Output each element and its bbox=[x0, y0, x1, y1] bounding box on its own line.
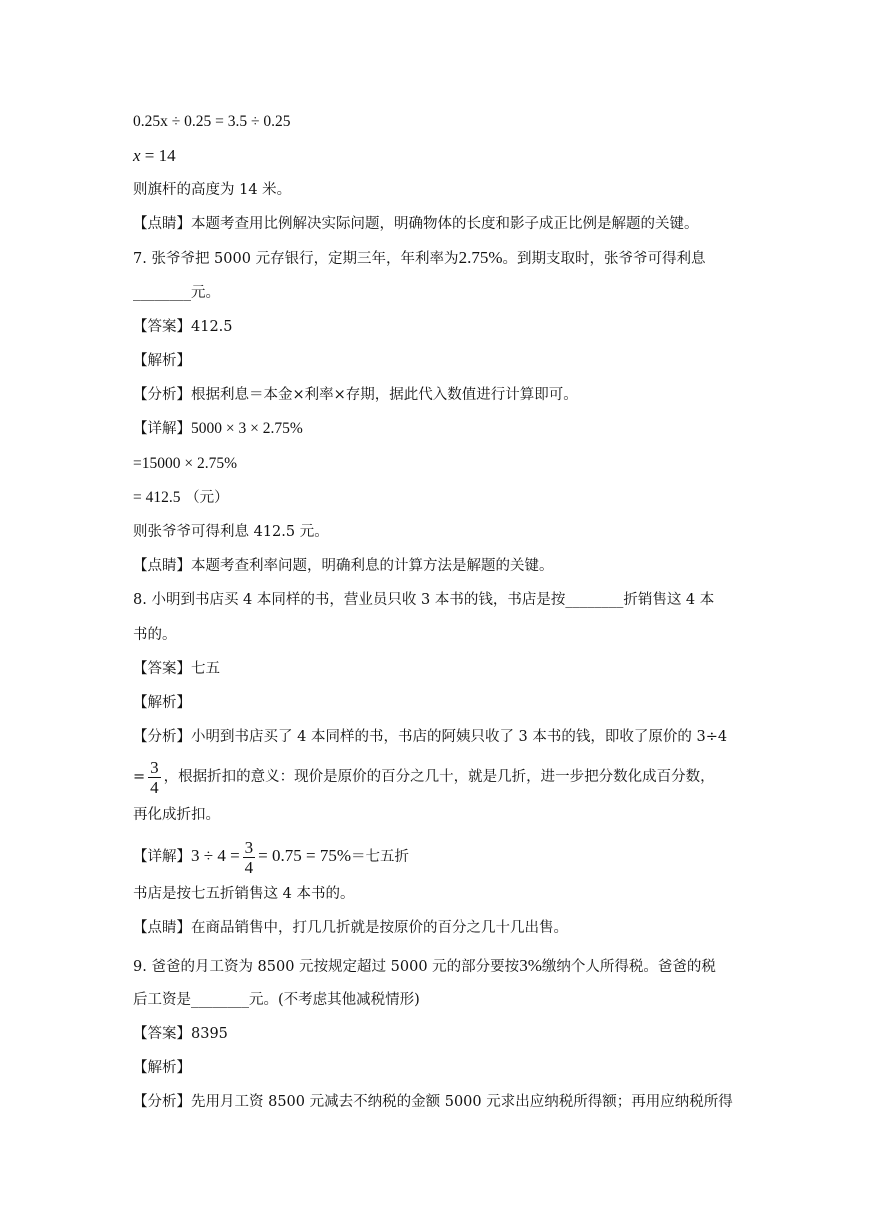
question-7-text-b: 。到期支取时，张爷爷可得利息 bbox=[502, 251, 706, 267]
analysis-9: 【分析】先用月工资 8500 元减去不纳税的金额 5000 元求出应纳税所得额；再用应纳税所得 bbox=[133, 1094, 733, 1110]
detail-8 bbox=[133, 836, 409, 877]
detail-8-decimal: = 0.75 = 75% bbox=[258, 846, 352, 865]
detail-7-result: = 412.5 bbox=[133, 489, 181, 506]
detail-7-line-1 bbox=[133, 419, 303, 439]
equation-step-2 bbox=[133, 146, 176, 167]
conclusion-interest: 则张爷爷可得利息 412.5 元。 bbox=[133, 524, 329, 540]
conclusion-flagpole: 则旗杆的高度为 14 米。 bbox=[133, 182, 292, 198]
analysis-heading-9: 【解析】 bbox=[133, 1060, 191, 1076]
question-9-text-b: 缴纳个人所得税。爸爸的税 bbox=[541, 959, 716, 975]
fraction-denominator: 4 bbox=[244, 857, 254, 877]
question-7-line-1 bbox=[133, 248, 705, 269]
fraction-numerator: 3 bbox=[150, 757, 159, 777]
analysis-8-line-2 bbox=[133, 757, 715, 797]
key-point-6: 【点睛】本题考查用比例解决实际问题，明确物体的长度和影子成正比例是解题的关键。 bbox=[133, 216, 699, 232]
key-point-8: 【点睛】在商品销售中，打几几折就是按原价的百分之几十几出售。 bbox=[133, 920, 568, 936]
analysis-8-line-1: 【分析】小明到书店买了 4 本同样的书，书店的阿姨只收了 3 本书的钱，即收了原价的 3÷4 bbox=[133, 729, 728, 745]
analysis-heading-7: 【解析】 bbox=[133, 353, 191, 369]
conclusion-discount: 书店是按七五折销售这 4 本书的。 bbox=[133, 886, 355, 902]
variable-x: x bbox=[133, 146, 141, 165]
detail-8-discount: ＝七五折 bbox=[351, 849, 410, 865]
detail-7-line-3 bbox=[133, 488, 229, 508]
analysis-heading-8: 【解析】 bbox=[133, 695, 191, 711]
question-7-text-a: 7. 张爷爷把 5000 元存银行，定期三年，年利率为 bbox=[133, 251, 459, 267]
detail-8-division: 3 ÷ 4 = bbox=[191, 846, 240, 865]
question-9-text-a: 9. 爸爸的月工资为 8500 元按规定超过 5000 元的部分要按 bbox=[133, 959, 520, 975]
answer-7: 【答案】412.5 bbox=[133, 319, 233, 335]
question-7-line-2: ________元。 bbox=[133, 285, 220, 301]
equation-result: = 14 bbox=[140, 146, 176, 165]
question-9-line-1 bbox=[133, 956, 716, 977]
analysis-8-text: ，根据折扣的意义：现价是原价的百分之几十，就是几折，进一步把分数化成百分数， bbox=[163, 769, 715, 785]
equation-step-1: 0.25x ÷ 0.25 = 3.5 ÷ 0.25 bbox=[133, 113, 291, 130]
question-9-line-2: 后工资是________元。(不考虑其他减税情形) bbox=[133, 992, 420, 1008]
answer-9: 【答案】8395 bbox=[133, 1026, 228, 1042]
detail-label: 【详解】 bbox=[133, 421, 191, 437]
key-point-7: 【点睛】本题考查利率问题，明确利息的计算方法是解题的关键。 bbox=[133, 558, 554, 574]
analysis-7: 【分析】根据利息＝本金×利率×存期，据此代入数值进行计算即可。 bbox=[133, 387, 578, 403]
fraction-three-quarters bbox=[243, 838, 256, 877]
fraction-three-quarters bbox=[148, 758, 161, 797]
interest-rate: 2.75% bbox=[458, 248, 503, 267]
answer-8: 【答案】七五 bbox=[133, 661, 220, 677]
equals-sign: = bbox=[133, 769, 146, 785]
analysis-8-line-3: 再化成折扣。 bbox=[133, 807, 220, 823]
tax-rate: 3% bbox=[519, 956, 542, 975]
unit-yuan: （元） bbox=[185, 490, 229, 506]
question-8-line-1: 8. 小明到书店买 4 本同样的书，营业员只收 3 本书的钱，书店是按________折销售这 4 本 bbox=[133, 592, 715, 608]
detail-7-line-2: =15000 × 2.75% bbox=[133, 455, 238, 472]
question-8-line-2: 书的。 bbox=[133, 627, 177, 643]
detail-label: 【详解】 bbox=[133, 849, 191, 865]
fraction-numerator: 3 bbox=[244, 837, 254, 857]
fraction-denominator: 4 bbox=[150, 777, 159, 797]
detail-7-expression: 5000 × 3 × 2.75% bbox=[191, 420, 303, 437]
